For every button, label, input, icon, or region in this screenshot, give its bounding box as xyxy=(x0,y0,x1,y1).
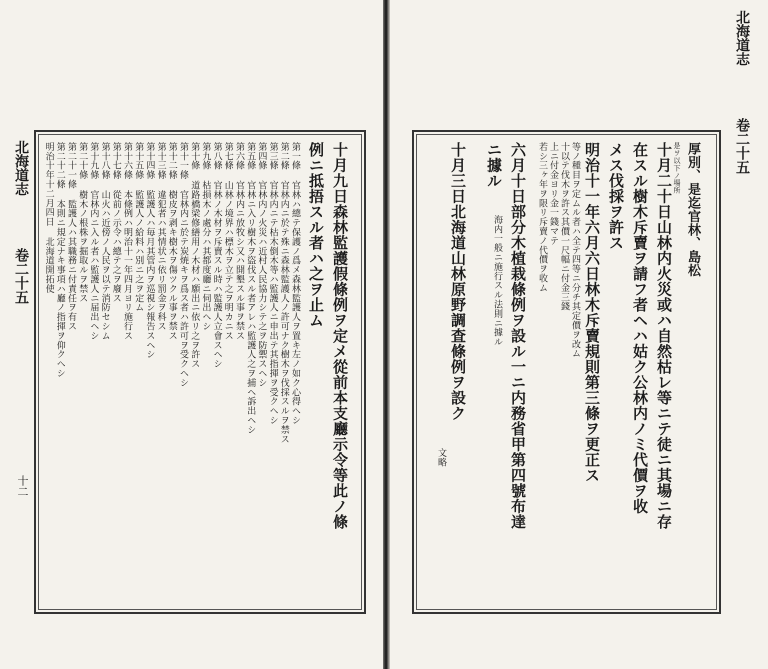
left-small-column: 第十三條 違犯者ハ其情状ニ依リ罰金ヲ科ス xyxy=(155,142,166,331)
left-small-column: 第四條 官林内ノ火災ハ近村人民協力シテ之ヲ防禦スヘシ xyxy=(256,142,267,388)
left-small-column: 第二十二條 本則ニ規定ナキ事項ハ廳ノ指揮ヲ仰クヘシ xyxy=(54,142,65,378)
left-small-column: 第七條 山林ノ境界ハ標木ヲ立テ之ヲ明カニス xyxy=(222,142,233,341)
right-small-column-7: 文略 xyxy=(436,448,446,467)
left-small-column: 第六條 官林内ニ放牧シ又ハ開墾スル事ヲ禁ス xyxy=(234,142,244,341)
left-main-column-2: 例ニ抵捂スル者ハ之ヲ止ム xyxy=(307,142,325,328)
left-small-column: 第五條 官林ニ入リ樹木ヲ盜伐スル者アレハ監護人之ヲ捕ヘ訴出ヘシ xyxy=(245,142,256,435)
right-column-4: メス伐採ヲ許ス xyxy=(607,142,625,251)
left-small-column: 第八條 官林ノ木材ヲ斥賣スル時ハ監護人立會スヘシ xyxy=(211,142,222,369)
left-small-column: 第二十條 樹木ノ根株ヲ掘取ルヲ禁ス xyxy=(77,142,88,303)
right-small-column-3: 十以テ伐木ヲ許ス其價一尺幅ニ付金三錢 xyxy=(559,142,569,312)
right-page xyxy=(388,0,768,669)
left-small-column: 第十二條 樹皮ヲ剥キ樹木ヲ傷ツクル事ヲ禁ス xyxy=(166,142,177,341)
left-small-column: 第十四條 監護人ハ毎月其管内ヲ巡視シ報告スヘシ xyxy=(144,142,155,360)
left-running-volume: 卷二十五 xyxy=(13,248,29,304)
right-small-column-1: 是ヲ以下ノ場所 xyxy=(673,142,681,194)
left-small-column: 第一條 官林ハ總テ保護ノ爲メ森林監護人ヲ置キ左ノ如ク心得ヘシ xyxy=(290,142,300,425)
left-small-column: 第二十一條 監護人ハ其職務ニ付責任ヲ有ス xyxy=(66,142,76,331)
left-small-column: 第十七條 從前ノ示令ハ總テ之ヲ廢ス xyxy=(110,142,121,303)
right-column-7: ニ據ル xyxy=(485,142,503,189)
right-column-8: 十月三日北海道山林原野調査條例ヲ設ク xyxy=(449,142,467,421)
left-small-column: 第十條 道路橋梁修繕用ノ木材ハ願出ニ依リ之ヲ許ス xyxy=(189,142,200,369)
left-page xyxy=(0,0,383,669)
left-small-column: 第十八條 山火ハ近傍ノ人民ヲ以テ消防セシム xyxy=(99,142,110,341)
right-small-column-4: 上ニ付金ヨリ金一錢マテ xyxy=(548,142,558,246)
right-column-3: 在スル樹木斥賣ヲ請フ者ヘハ姑ク公林内ノミ代價ヲ收 xyxy=(631,142,649,514)
right-column-5: 明治十一年六月六日林木斥賣規則第三條ヲ更正ス xyxy=(583,142,601,483)
left-running-header: 北海道志 xyxy=(13,140,29,196)
right-column-6: 六月十日部分木植栽條例ヲ設ル一ニ内務省甲第四號布達 xyxy=(509,142,527,530)
left-small-column: 第九條 枯損木ノ處分ハ其都度廳ニ伺出ヘシ xyxy=(200,142,211,331)
left-main-column-1: 十月九日森林監護假條例ヲ定メ從前本支廳示令等此ノ條 xyxy=(331,142,349,530)
left-small-column: 第十六條 本條例ハ明治十一年四月ヨリ施行ス xyxy=(122,142,132,341)
left-page-number: 十二 xyxy=(16,475,29,497)
right-small-column-5: 若シ三ヶ年ヲ限リ斥賣ノ代價ヲ收ム xyxy=(537,142,547,293)
right-small-column-2: 等ノ種目ヲ定ムル者ハ全テ四等ニ分チ其定價ヲ改ム xyxy=(570,142,580,359)
right-running-header: 北海道志 xyxy=(734,10,750,66)
right-column-2: 十月二十日山林内火災或ハ自然枯レ等ニテ徒ニ其場ニ存 xyxy=(655,142,673,530)
left-small-column: 第三條 官林内ニテ枯木倒木等ハ監護人ニ申出テ其指揮ヲ受クヘシ xyxy=(267,142,278,425)
left-small-column: 第十五條 監護人ノ給料ハ別ニ之ヲ定ム xyxy=(133,142,144,313)
right-column-1: 厚別、是迄官林、島松 xyxy=(685,142,700,277)
left-small-column: 第十一條 官林内ニ於テ炭焼キヲ爲ス者ハ許可ヲ受クヘシ xyxy=(178,142,188,388)
right-running-volume: 卷二十五 xyxy=(734,118,750,174)
right-small-column-6: 海内一般ニ施行スル法則ニ據ル xyxy=(492,215,502,347)
left-small-column: 第十九條 官林内ニ入ル者ハ監護人ニ届出ヘシ xyxy=(88,142,99,341)
left-small-column: 第二條 官林内ニ於テ殊ニ森林監護人ノ許可ナク樹木ヲ伐採スルヲ禁ス xyxy=(278,142,289,444)
left-small-column: 明治十年十二月四日 北海道開拓使 xyxy=(43,142,54,294)
